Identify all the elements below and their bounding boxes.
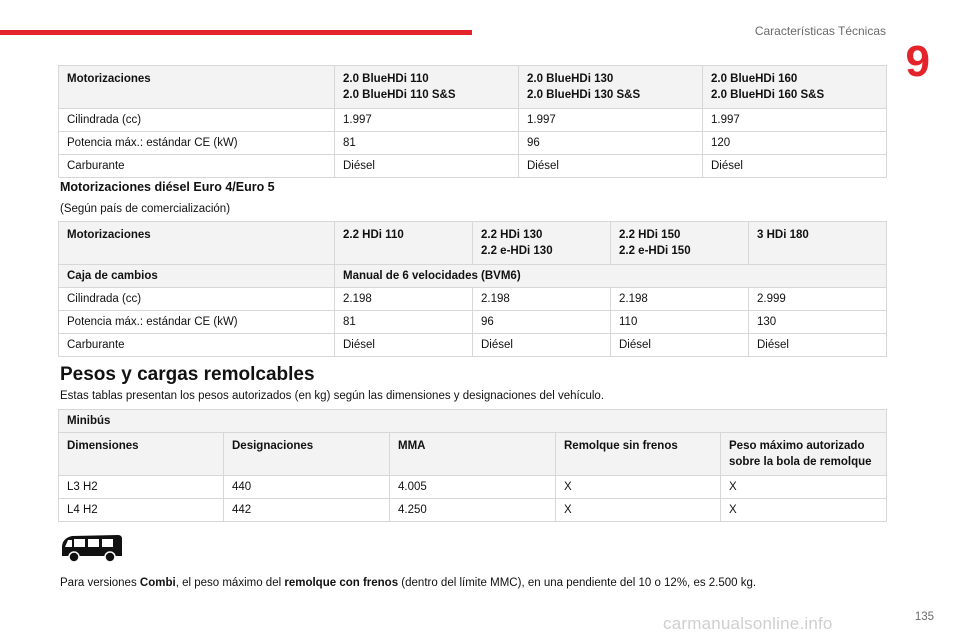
header-accent-bar: [0, 30, 472, 35]
table-cell: L4 H2: [59, 499, 224, 522]
table-cell: 120: [703, 132, 887, 155]
section-title-pesos: Pesos y cargas remolcables: [60, 364, 315, 385]
page-number: 135: [914, 611, 934, 623]
footer-text-part: , el peso máximo del: [175, 577, 285, 589]
table-header-cell: Dimensiones: [59, 433, 224, 476]
footer-bold-remolque: remolque con frenos: [284, 577, 399, 589]
table-cell: 96: [519, 132, 703, 155]
table-cell: 2.198: [335, 288, 473, 311]
table-cell: X: [556, 499, 721, 522]
table-cell: 2.198: [611, 288, 749, 311]
table-cell: X: [721, 476, 887, 499]
table-cell: Carburante: [59, 334, 335, 357]
table-cell: Diésel: [335, 155, 519, 178]
table-cell: 4.250: [390, 499, 556, 522]
table-header-cell: Peso máximo autorizado sobre la bola de remolque: [721, 433, 887, 476]
table-header-row: [59, 66, 887, 109]
table-cell: Diésel: [519, 155, 703, 178]
table-header-row: [59, 222, 887, 265]
table-header-cell: 2.2 HDi 110: [335, 222, 473, 265]
chapter-number: 9: [905, 37, 930, 86]
table-row: [59, 155, 887, 178]
table-cell: 442: [224, 499, 390, 522]
table-cell: X: [721, 499, 887, 522]
table-cell: Diésel: [473, 334, 611, 357]
table-row: [59, 288, 887, 311]
table-cell: Diésel: [749, 334, 887, 357]
table-header-cell: Caja de cambios: [59, 265, 335, 288]
watermark: carmanualsonline.info: [663, 614, 833, 633]
table-cell: 1.997: [335, 109, 519, 132]
table-cell: 1.997: [519, 109, 703, 132]
table-header-cell: Manual de 6 velocidades (BVM6): [335, 265, 887, 288]
table-header-cell: Motorizaciones: [59, 222, 335, 265]
table-cell: 81: [335, 132, 519, 155]
table-header-cell: 2.2 HDi 150 2.2 e-HDi 150: [611, 222, 749, 265]
table-cell: 96: [473, 311, 611, 334]
table-header-cell: Remolque sin frenos: [556, 433, 721, 476]
table-header-cell: 3 HDi 180: [749, 222, 887, 265]
table-cell: Carburante: [59, 155, 335, 178]
table-row: [59, 311, 887, 334]
table-cell: 440: [224, 476, 390, 499]
table-cell: 2.999: [749, 288, 887, 311]
gearbox-row: [59, 265, 887, 288]
table-caption-row: [59, 410, 887, 433]
chapter-title: Características Técnicas: [754, 24, 886, 38]
table-header-row: [59, 433, 887, 476]
table-header-cell: 2.2 HDi 130 2.2 e-HDi 130: [473, 222, 611, 265]
section-note: (Según país de comercialización): [60, 203, 231, 215]
table-cell: 2.198: [473, 288, 611, 311]
footer-text-part: (dentro del límite MMC), en una pendiente del 10 o 12%, es 2.500 kg.: [398, 577, 757, 589]
table-header-cell: MMA: [390, 433, 556, 476]
section-title-euro: Motorizaciones diésel Euro 4/Euro 5: [60, 180, 275, 194]
table-header-cell: 2.0 BlueHDi 110 2.0 BlueHDi 110 S&S: [335, 66, 519, 109]
footer-text-part: Para versiones: [60, 577, 140, 589]
weights-table-minibus: [58, 409, 887, 522]
table-header-cell: 2.0 BlueHDi 160 2.0 BlueHDi 160 S&S: [703, 66, 887, 109]
footer-bold-combi: Combi: [139, 577, 176, 589]
table-row: [59, 334, 887, 357]
section-intro: Estas tablas presentan los pesos autorizados (en kg) según las dimensiones y designaciones del vehículo.: [60, 390, 605, 402]
table-header-cell: Designaciones: [224, 433, 390, 476]
table-cell: Diésel: [335, 334, 473, 357]
table-caption: Minibús: [59, 410, 887, 433]
table-cell: 81: [335, 311, 473, 334]
engine-spec-table-hdi: [58, 221, 887, 357]
footer-note: [60, 577, 756, 589]
table-row: [59, 132, 887, 155]
table-cell: 130: [749, 311, 887, 334]
engine-spec-table-bluehdi: [58, 65, 887, 178]
table-cell: 4.005: [390, 476, 556, 499]
table-cell: Cilindrada (cc): [59, 288, 335, 311]
table-row: [59, 476, 887, 499]
table-header-cell: 2.0 BlueHDi 130 2.0 BlueHDi 130 S&S: [519, 66, 703, 109]
table-row: [59, 499, 887, 522]
table-cell: X: [556, 476, 721, 499]
table-cell: L3 H2: [59, 476, 224, 499]
table-cell: 110: [611, 311, 749, 334]
table-cell: Potencia máx.: estándar CE (kW): [59, 132, 335, 155]
table-cell: 1.997: [703, 109, 887, 132]
table-cell: Diésel: [703, 155, 887, 178]
minibus-icon: [60, 530, 124, 564]
table-row: [59, 109, 887, 132]
table-cell: Potencia máx.: estándar CE (kW): [59, 311, 335, 334]
table-header-cell: Motorizaciones: [59, 66, 335, 109]
table-cell: Diésel: [611, 334, 749, 357]
table-cell: Cilindrada (cc): [59, 109, 335, 132]
